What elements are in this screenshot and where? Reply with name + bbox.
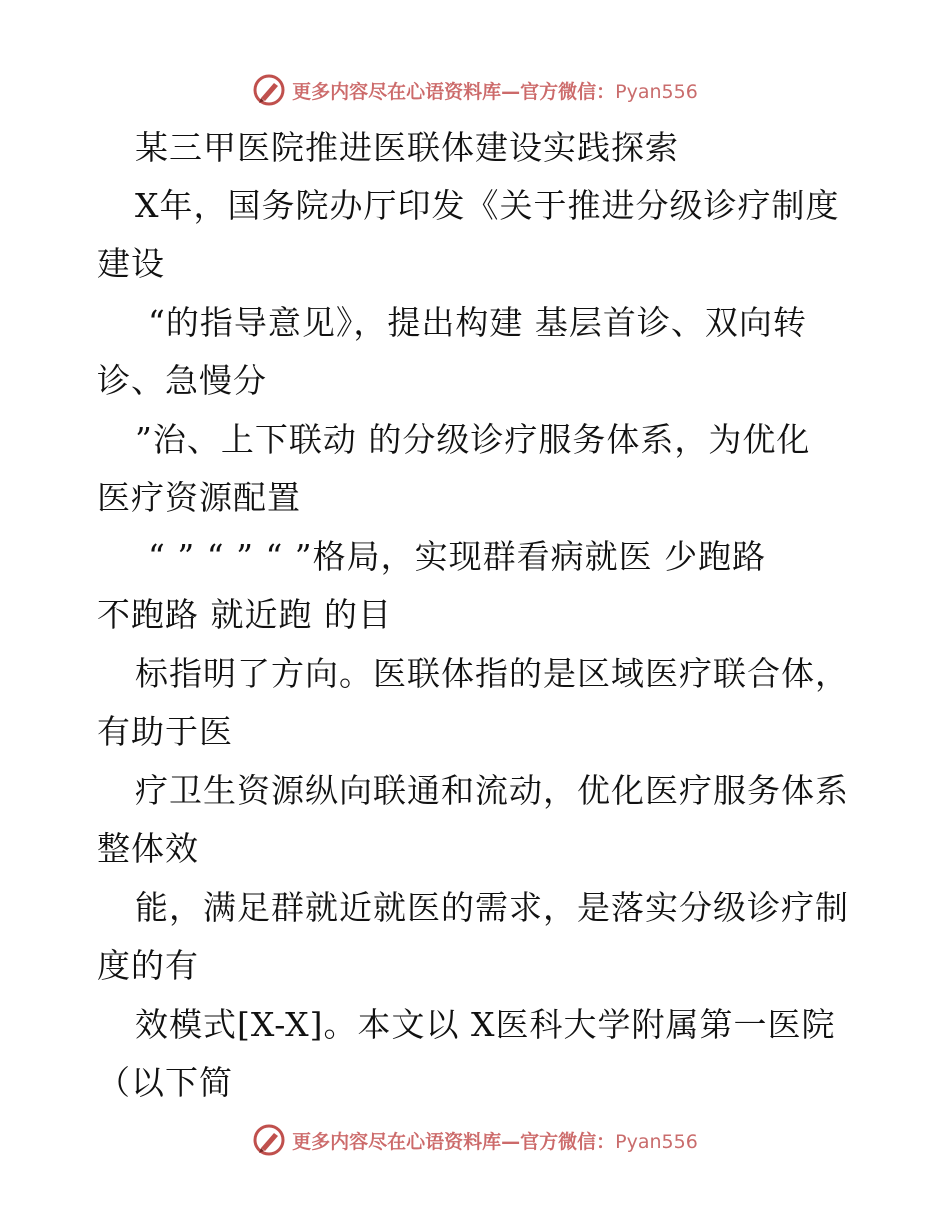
paragraph-line: 标指明了方向。医联体指的是区域医疗联合体， — [135, 654, 849, 693]
watermark-id: Pyan556 — [615, 1130, 698, 1153]
watermark-text: 更多内容尽在心语资料库—官方微信：Pyan556 — [292, 1130, 698, 1153]
paragraph-line: X年，国务院办厅印发《关于推进分级诊疗制度 — [135, 186, 840, 225]
watermark-text: 更多内容尽在心语资料库—官方微信：Pyan556 — [292, 80, 698, 103]
footer-watermark — [0, 1120, 950, 1160]
paragraph-line: 度的有 — [97, 946, 199, 985]
paragraph-line: （以下简 — [97, 1063, 233, 1102]
paragraph-line: 诊、急慢分 — [97, 361, 267, 400]
paragraph-line: 医疗资源配置 — [97, 478, 301, 517]
paragraph-line: 不跑路 就近跑 的目 — [97, 595, 392, 634]
paragraph-line: “的指导意见》，提出构建 基层首诊、双向转 — [148, 303, 807, 342]
paragraph-line: 建设 — [97, 244, 165, 283]
paragraph-line: “ ” “ ” “ ”格局，实现群看病就医 少跑路 — [148, 537, 767, 576]
paragraph-line: 疗卫生资源纵向联通和流动，优化医疗服务体系 — [135, 771, 849, 810]
pen-logo-icon — [252, 1123, 286, 1157]
paragraph-line: 整体效 — [97, 829, 199, 868]
paragraph-line: 效模式[X-X]。本文以 X医科大学附属第一医院 — [135, 1005, 836, 1044]
paragraph-line: 能，满足群就近就医的需求，是落实分级诊疗制 — [135, 888, 849, 927]
watermark-id: Pyan556 — [615, 80, 698, 103]
paragraph-line: 有助于医 — [97, 712, 233, 751]
document-title: 某三甲医院推进医联体建设实践探索 — [135, 128, 679, 167]
paragraph-line: ”治、上下联动 的分级诊疗服务体系，为优化 — [135, 420, 811, 459]
